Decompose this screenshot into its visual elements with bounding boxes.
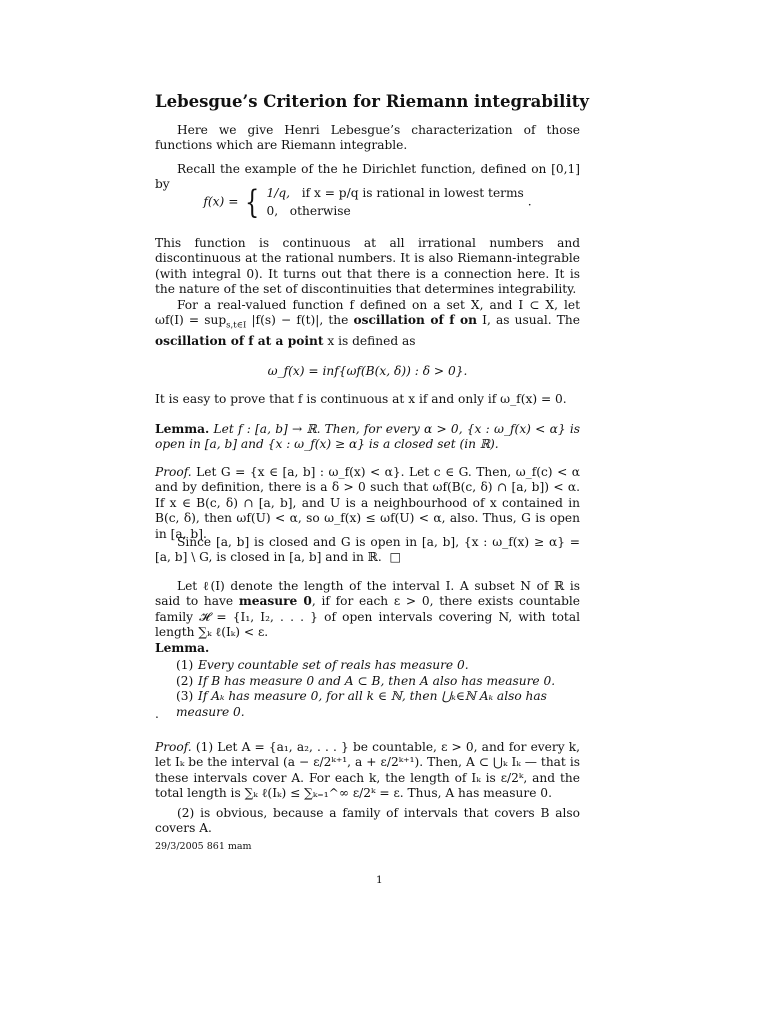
dirichlet-definition: f(x) = { 1/q, if x = p/q is rational in lowest terms 0, otherwise . xyxy=(203,183,532,221)
proof-1-label: Proof. xyxy=(155,465,192,479)
oscillation-paragraph: For a real-valued function f defined on a set X, and I ⊂ X, let ωf(I) = sup$_{s,t\in I}$ |f(s) − f(t)|, the oscillation of f on I, as usual. The oscillation of f at a point x is defined as xyxy=(155,298,580,349)
proof-2-part-2: (2) is obvious, because a family of intervals that covers B also covers A. xyxy=(155,806,580,836)
intro-paragraph: Here we give Henri Lebesgue’s characterization of those functions which are Riemann integrable. xyxy=(155,123,580,153)
dirichlet-cases xyxy=(267,184,524,220)
recall-paragraph: Recall the example of the he Dirichlet function, defined on [0,1] by xyxy=(155,162,580,192)
lemma-2-item: (2) If B has measure 0 and A ⊂ B, then A also has measure 0. xyxy=(176,673,556,688)
dirichlet-lhs: f(x) = xyxy=(203,194,239,209)
lemma-1-label: Lemma. xyxy=(155,422,210,436)
qed-symbol: □ xyxy=(389,550,401,565)
measure-zero-paragraph: Let ℓ(I) denote the length of the interval I. A subset N of ℝ is said to have measure 0, if for each ε > 0, there exists countable family 𝓗 = {I₁, I₂, . . . } of open intervals covering N, with total length ∑ₖ ℓ(Iₖ) < ε. xyxy=(155,579,580,640)
case-1: 1/q, if x = p/q is rational in lowest terms xyxy=(266,186,524,200)
proof-1: Proof. Let G = {x ∈ [a, b] : ω_f(x) < α}. Let c ∈ G. Then, ω_f(c) < α and by definition, there is a δ > 0 such that ωf(B(c, δ) ∩ [a, b]) < α. If x ∈ B(c, δ) ∩ [a, b], and U is a neighbourhood of x contained in B(c, δ), then ωf(U) < α, so ω_f(x) ≤ ωf(U) < α, also. Thus, G is open in [a, b]. xyxy=(155,465,581,541)
proof-2: Proof. (1) Let A = {a₁, a₂, . . . } be countable, ε > 0, and for every k, let Iₖ be the interval (a − ε/2ᵏ⁺¹, a + ε/2ᵏ⁺¹). Then, A ⊂ ⋃ₖ Iₖ — that is these intervals cover A. For each k, the length of Iₖ is ε/2ᵏ, and the total length is ∑ₖ ℓ(Iₖ) ≤ ∑ₖ₌₁^∞ ε/2ᵏ = ε. Thus, A has measure 0. xyxy=(155,740,581,801)
case-2: 0, otherwise xyxy=(266,204,351,218)
page-number: 1 xyxy=(376,874,383,886)
footer-date: 29/3/2005 861 mam xyxy=(155,841,252,852)
proof-2-label: Proof. xyxy=(155,740,192,754)
lemma-2-item: (1) Every countable set of reals has measure 0. xyxy=(176,658,469,672)
continuity-criterion: It is easy to prove that f is continuous at x if and only if ω_f(x) = 0. xyxy=(155,392,567,406)
lemma-2-item: (3) If Aₖ has measure 0, for all k ∈ ℕ, then ⋃ₖ∈ℕ Aₖ also has measure 0. xyxy=(176,689,547,719)
lemma-2-label: Lemma. xyxy=(155,641,210,655)
page-title: Lebesgue’s Criterion for Riemann integrability xyxy=(155,92,589,111)
stray-dot: . xyxy=(155,707,159,721)
lemma-1 xyxy=(155,422,580,453)
oscillation-definition: ω_f(x) = inf{ωf(B(x, δ)) : δ > 0}. xyxy=(267,364,468,378)
continuity-paragraph: This function is continuous at all irrational numbers and discontinuous at the rational numbers. It is also Riemann-integrable (with integral 0). It turns out that there is a connection here. It is the nature of the set of discontinuities that determines integrability. xyxy=(155,236,580,297)
proof-1-conclusion: Since [a, b] is closed and G is open in [a, b], {x : ω_f(x) ≥ α} = [a, b] \ G, is closed in [a, b] and in ℝ. □ xyxy=(155,535,580,565)
left-brace: { xyxy=(245,183,260,221)
lemma-1-text: Let f : [a, b] → ℝ. Then, for every α > 0, {x : ω_f(x) < α} is open in [a, b] and {x : ω_f(x) ≥ α} is a closed set (in ℝ). xyxy=(155,422,581,452)
